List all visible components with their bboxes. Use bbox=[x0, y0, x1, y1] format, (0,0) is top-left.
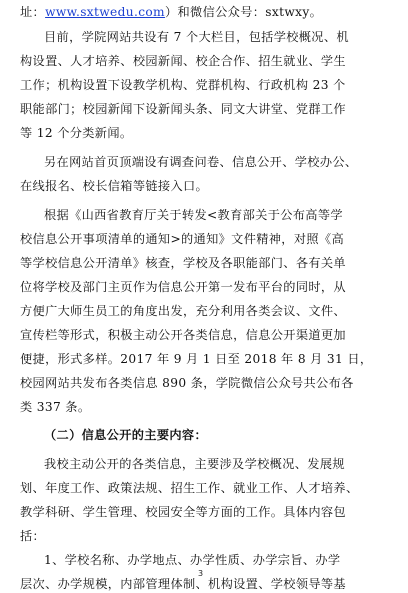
paragraph-line: 校信息公开事项清单的通知>的通知》文件精神，对照《高 bbox=[20, 232, 344, 246]
address-suffix: ）和微信公众号：sxtwxy。 bbox=[164, 5, 323, 19]
content-line: 划、年度工作、政策法规、招生工作、就业工作、人才培养、 bbox=[20, 481, 359, 495]
paragraph-line: 等 12 个分类新闻。 bbox=[20, 126, 133, 140]
address-prefix: 址： bbox=[20, 5, 46, 19]
paragraph-line: 位将学校及部门主页作为信息公开第一发布平台的同时，从 bbox=[20, 280, 346, 294]
website-address-line bbox=[20, 4, 322, 20]
paragraph-line: 构设置、人才培养、校园新闻、校企合作、招生就业、学生 bbox=[20, 54, 346, 68]
paragraph-line: 另在网站首页顶端设有调查问卷、信息公开、学校办公、 bbox=[44, 155, 358, 169]
paragraph-line: 在线报名、校长信箱等链接入口。 bbox=[20, 179, 209, 193]
content-line: 我校主动公开的各类信息，主要涉及学校概况、发展规 bbox=[44, 457, 345, 471]
paragraph-line: 类 337 条。 bbox=[20, 400, 91, 414]
paragraph-line: 便捷，形式多样。2017 年 9 月 1 日至 2018 年 8 月 31 日， bbox=[20, 352, 373, 366]
content-line: 括： bbox=[20, 529, 46, 543]
paragraph-line: 方便广大师生员工的角度出发，充分利用各类会议、文件、 bbox=[20, 304, 346, 318]
paragraph-line: 目前，学院网站共设有 7 个大栏目，包括学校概况、机 bbox=[44, 30, 349, 44]
paragraph-line: 校园网站共发布各类信息 890 条，学院微信公众号共公布各 bbox=[20, 376, 354, 390]
website-link[interactable]: www.sxtwedu.com bbox=[45, 5, 165, 19]
section-heading: （二）信息公开的主要内容： bbox=[44, 428, 207, 442]
paragraph-line: 等学校信息公开清单》核查，学校及各职能部门、各有关单 bbox=[20, 256, 346, 270]
paragraph-line: 工作；机构设置下设教学机构、党群机构、行政机构 23 个 bbox=[20, 78, 346, 92]
paragraph-line: 根据《山西省教育厅关于转发<教育部关于公布高等学 bbox=[44, 208, 343, 222]
page-number: 3 bbox=[198, 569, 204, 578]
content-line: 教学科研、学生管理、校园安全等方面的工作。具体内容包 bbox=[20, 505, 346, 519]
paragraph-line: 宣传栏等形式，积极主动公开各类信息，信息公开渠道更加 bbox=[20, 328, 346, 342]
content-line: 1、学校名称、办学地点、办学性质、办学宗旨、办学 bbox=[44, 553, 341, 567]
content-line: 层次、办学规模，内部管理体制、机构设置、学校领导等基 bbox=[20, 577, 346, 591]
paragraph-line: 职能部门；校园新闻下设新闻头条、同文大讲堂、党群工作 bbox=[20, 102, 346, 116]
